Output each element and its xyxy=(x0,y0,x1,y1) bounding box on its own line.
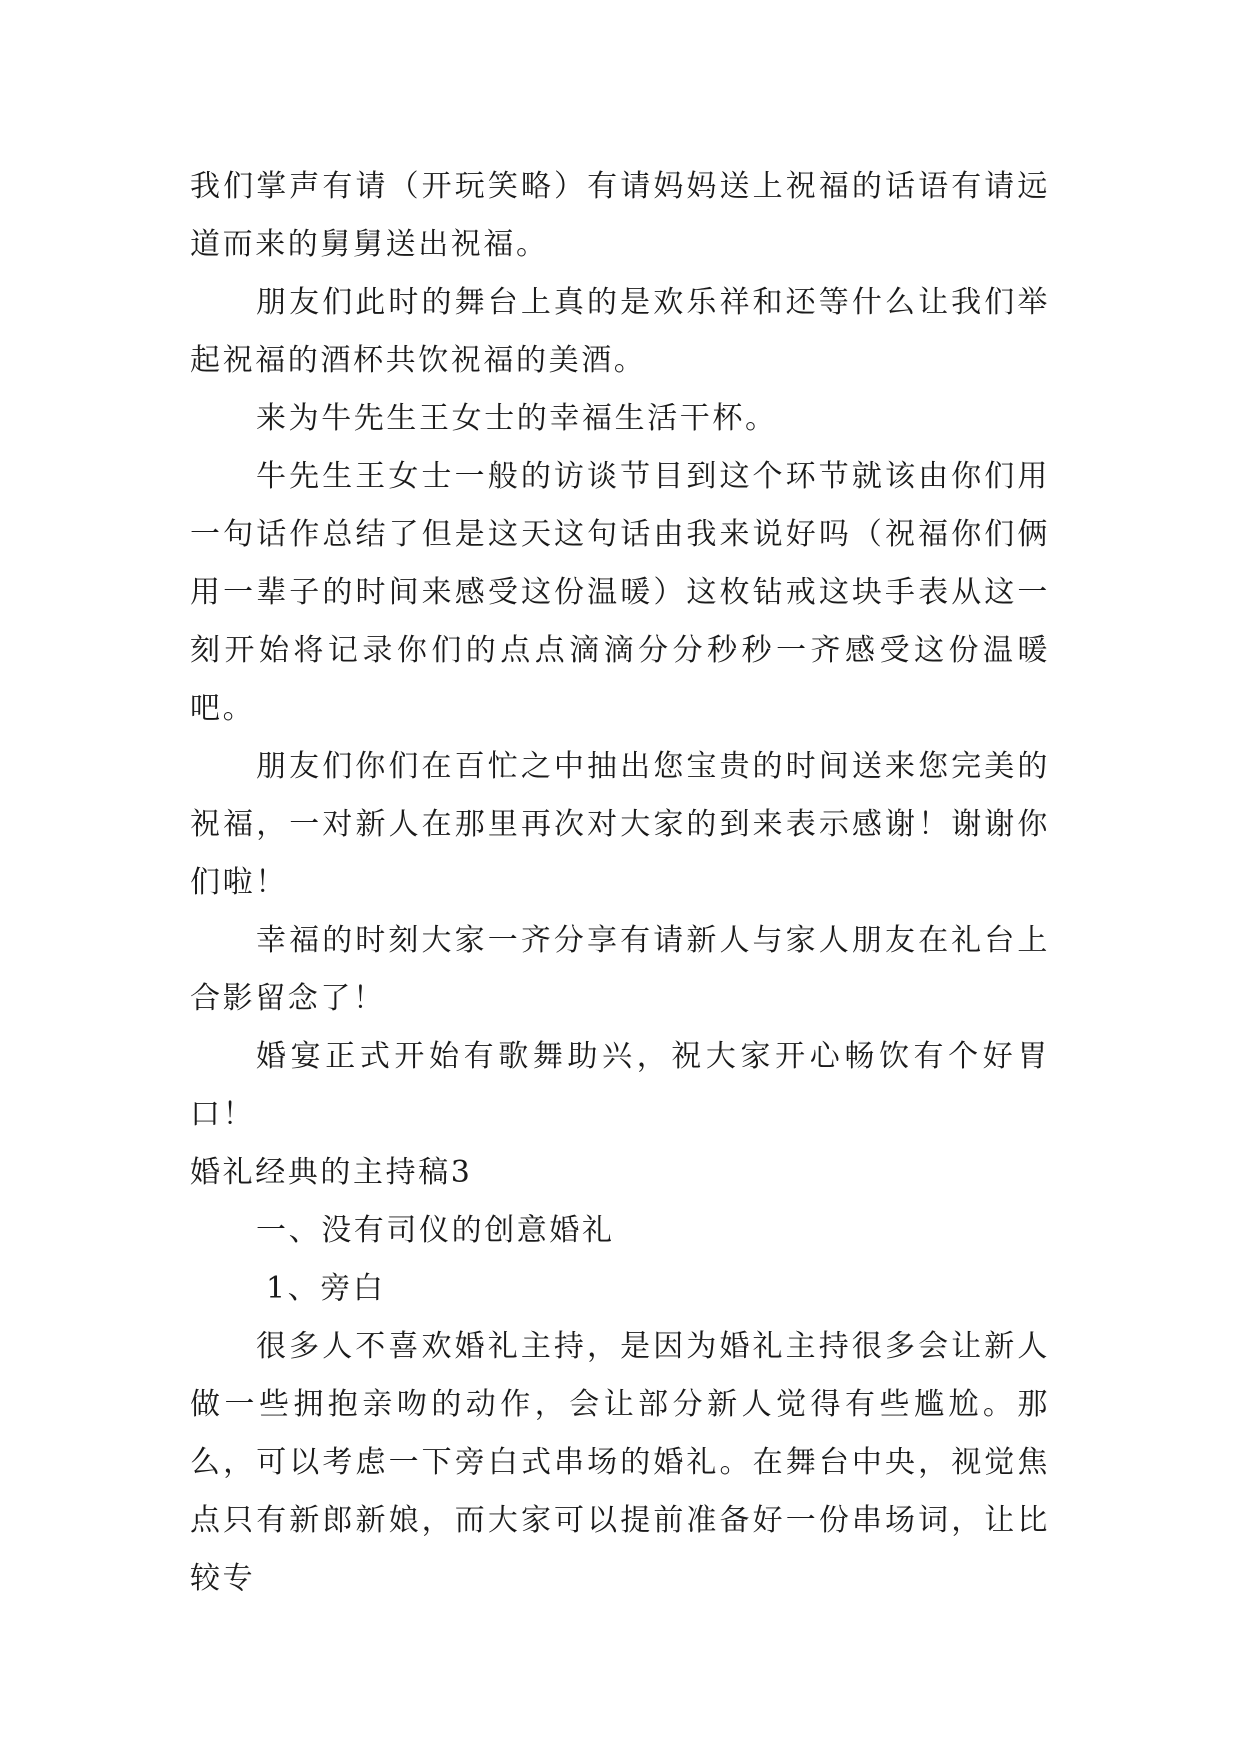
paragraph-banquet-start: 婚宴正式开始有歌舞助兴，祝大家开心畅饮有个好胃口！ xyxy=(190,1039,1050,1132)
paragraph-group-photo: 幸福的时刻大家一齐分享有请新人与家人朋友在礼台上合影留念了！ xyxy=(190,923,1050,1016)
document-body xyxy=(190,158,1050,1608)
paragraph-cheers: 来为牛先生王女士的幸福生活干杯。 xyxy=(256,401,778,436)
paragraph-ring-watch: 牛先生王女士一般的访谈节目到这个环节就该由你们用一句话作总结了但是这天这句话由我来说好吗（祝福你们俩用一辈子的时间来感受这份温暖）这枚钻戒这块手表从这一刻开始将记录你们的点点滴滴分分秒秒一齐感受这份温暖吧。 xyxy=(190,459,1050,726)
paragraph-narration-detail: 很多人不喜欢婚礼主持，是因为婚礼主持很多会让新人做一些拥抱亲吻的动作，会让部分新人觉得有些尴尬。那么，可以考虑一下旁白式串场的婚礼。在舞台中央，视觉焦点只有新郎新娘，而大家可以提前准备好一份串场词，让比较专 xyxy=(190,1329,1050,1596)
subheading-creative-wedding: 一、没有司仪的创意婚礼 xyxy=(256,1213,615,1248)
paragraph-blessing-invite: 我们掌声有请（开玩笑略）有请妈妈送上祝福的话语有请远道而来的舅舅送出祝福。 xyxy=(190,169,1050,262)
paragraph-toast-invite: 朋友们此时的舞台上真的是欢乐祥和还等什么让我们举起祝福的酒杯共饮祝福的美酒。 xyxy=(190,285,1050,378)
paragraph-thanks: 朋友们你们在百忙之中抽出您宝贵的时间送来您完美的祝福，一对新人在那里再次对大家的到来表示感谢！谢谢你们啦！ xyxy=(190,749,1050,900)
subheading-narration: 1、旁白 xyxy=(266,1271,386,1306)
section-heading: 婚礼经典的主持稿3 xyxy=(190,1155,473,1190)
